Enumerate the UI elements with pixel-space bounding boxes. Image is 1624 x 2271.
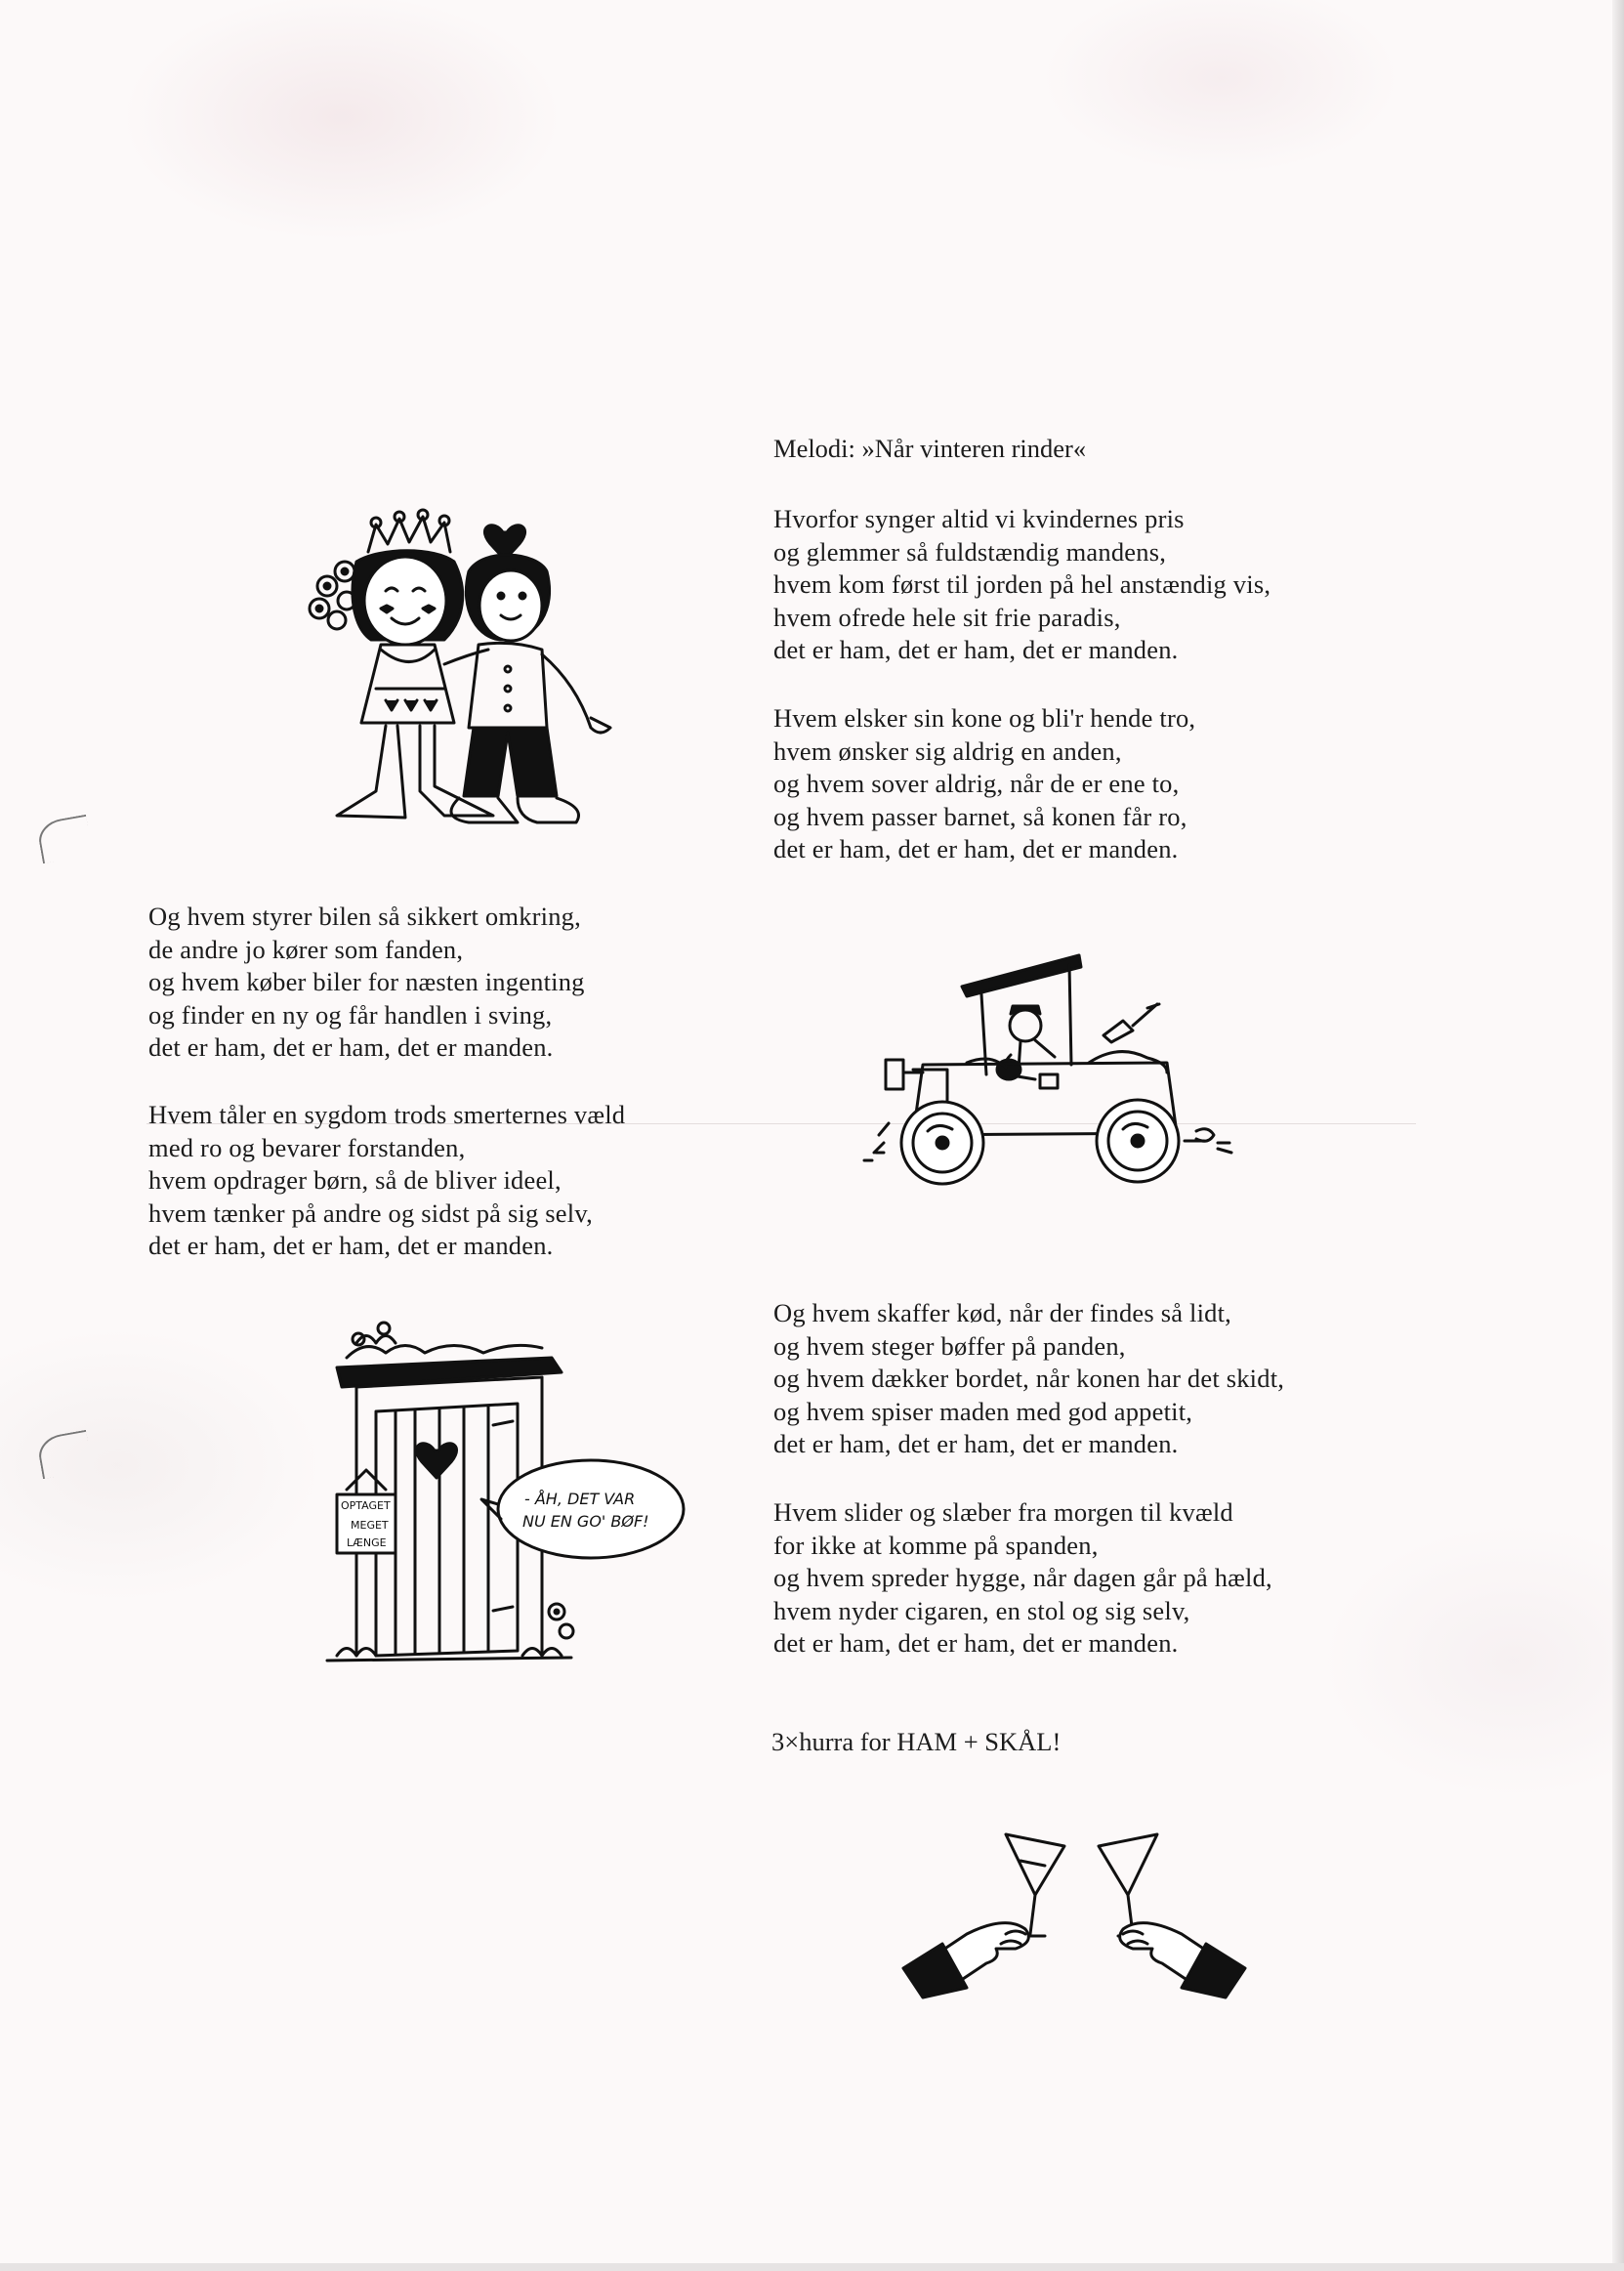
couple-illustration — [298, 493, 669, 830]
stanza-line: med ro og bevarer forstanden, — [148, 1132, 466, 1162]
stanza-line: og hvem spiser maden med god appetit, — [773, 1396, 1193, 1426]
stanza-line: Hvem tåler en sygdom trods smerternes væld — [148, 1100, 626, 1129]
stanza-line: og hvem sover aldrig, når de er ene to, — [773, 769, 1180, 798]
stanza-line: det er ham, det er ham, det er manden. — [773, 635, 1179, 664]
stanza-line: det er ham, det er ham, det er manden. — [148, 1032, 554, 1062]
stanza-4 — [148, 1099, 625, 1263]
page-edge-right — [1612, 0, 1624, 2271]
page-edge-bottom — [0, 2263, 1624, 2271]
punch-hole-bottom — [36, 1430, 94, 1479]
stanza-line: hvem ønsker sig aldrig en anden, — [773, 736, 1122, 766]
stanza-line: Hvem slider og slæber fra morgen til kvæld — [773, 1497, 1233, 1527]
outhouse-illustration — [317, 1314, 688, 1685]
vintage-car-illustration — [854, 947, 1265, 1211]
stanza-3 — [148, 901, 585, 1065]
sign-line-2: MEGET — [351, 1519, 389, 1532]
stanza-line: Hvem elsker sin kone og bli'r hende tro, — [773, 703, 1196, 733]
stanza-line: og finder en ny og får handlen i sving, — [148, 999, 553, 1030]
stanza-line: og hvem køber biler for næsten ingenting — [148, 967, 585, 996]
speech-line-1: - ÅH, DET VAR — [524, 1490, 636, 1508]
stanza-line: og hvem spreder hygge, når dagen går på hæld, — [773, 1563, 1272, 1592]
stanza-line: hvem tænker på andre og sidst på sig selv, — [148, 1198, 593, 1228]
stanza-2 — [773, 702, 1195, 866]
stanza-line: hvem ofrede hele sit frie paradis, — [773, 602, 1121, 632]
sign-line-3: LÆNGE — [347, 1536, 387, 1549]
closing-cheers: 3×hurra for HAM + SKÅL! — [771, 1727, 1062, 1756]
stanza-line: det er ham, det er ham, det er manden. — [773, 1628, 1179, 1658]
stanza-line: det er ham, det er ham, det er manden. — [148, 1231, 554, 1260]
stanza-line: og glemmer så fuldstændig mandens, — [773, 536, 1167, 567]
stanza-6 — [773, 1496, 1272, 1661]
toasting-glasses-illustration — [898, 1827, 1250, 2002]
stanza-line: hvem kom først til jorden på hel anstændig vis, — [773, 569, 1271, 599]
speech-line-2: NU EN GO' BØF! — [522, 1512, 649, 1531]
stanza-5 — [773, 1297, 1284, 1461]
stanza-line: det er ham, det er ham, det er manden. — [773, 834, 1179, 863]
stanza-line: det er ham, det er ham, det er manden. — [773, 1429, 1179, 1458]
stanza-line: for ikke at komme på spanden, — [773, 1530, 1099, 1560]
stanza-line: og hvem passer barnet, så konen får ro, — [773, 801, 1187, 831]
sign-line-1: OPTAGET — [341, 1499, 391, 1512]
stanza-line: og hvem dækker bordet, når konen har det skidt, — [773, 1364, 1285, 1393]
stanza-line: og hvem steger bøffer på panden, — [773, 1330, 1126, 1361]
stanza-line: de andre jo kører som fanden, — [148, 934, 464, 964]
punch-hole-top — [36, 815, 94, 863]
stanza-line: hvem nyder cigaren, en stol og sig selv, — [773, 1595, 1190, 1625]
stanza-line: Og hvem skaffer kød, når der findes så lidt, — [773, 1298, 1231, 1327]
melody-heading: Melodi: »Når vinteren rinder« — [773, 434, 1087, 463]
stanza-line: Og hvem styrer bilen så sikkert omkring, — [148, 902, 581, 931]
stanza-line: hvem opdrager børn, så de bliver ideel, — [148, 1165, 562, 1195]
stanza-line: Hvorfor synger altid vi kvindernes pris — [773, 504, 1185, 533]
stanza-1 — [773, 503, 1270, 667]
